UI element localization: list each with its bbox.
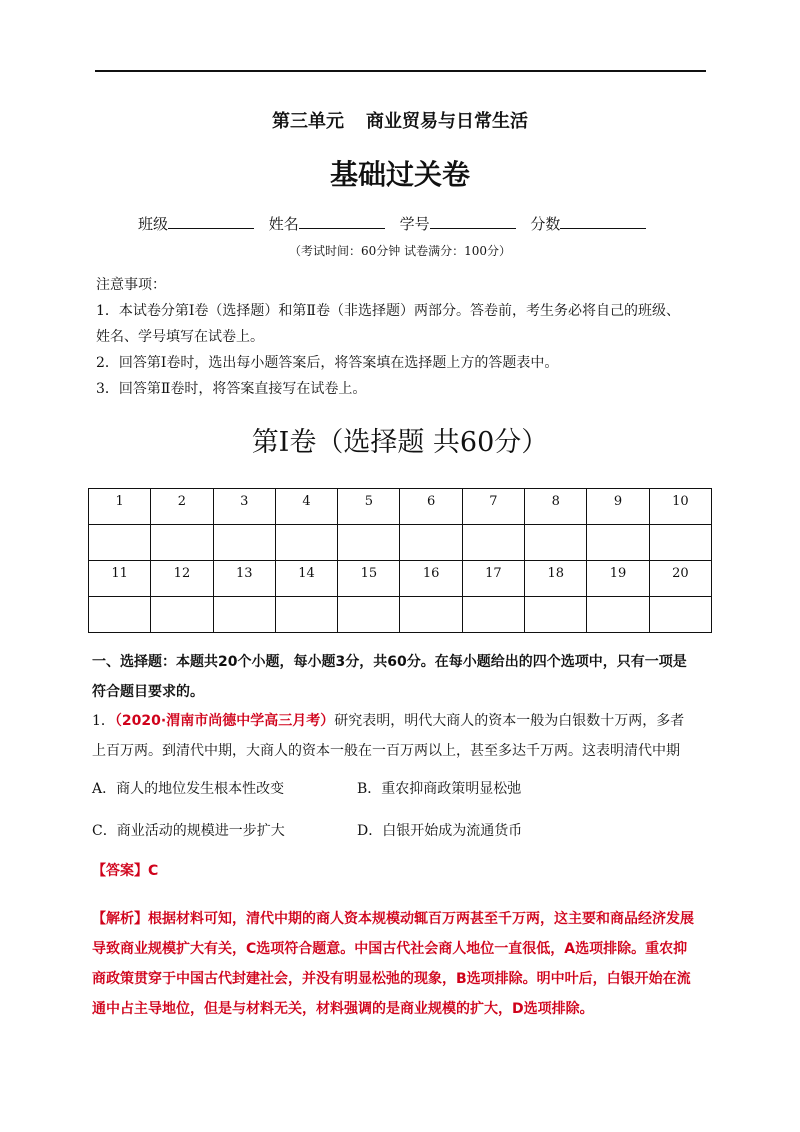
exam-note: （考试时间：60分钟 试卷满分：100分） bbox=[289, 244, 511, 258]
answer-number-cell: 8 bbox=[525, 489, 587, 525]
analysis-line: 商政策贯穿于中国古代封建社会，并没有明显松弛的现象，B选项排除。明中叶后，白银开始在流 bbox=[92, 971, 691, 987]
answer-number-cell: 19 bbox=[587, 561, 649, 597]
answer-number-cell: 7 bbox=[462, 489, 524, 525]
page-title: 基础过关卷 bbox=[329, 158, 470, 191]
score-label: 分数 bbox=[530, 215, 561, 233]
analysis-section bbox=[92, 904, 714, 1024]
score-blank[interactable] bbox=[560, 214, 646, 229]
question-stem: 研究表明，明代大商人的资本一般为白银数十万两，多者 bbox=[334, 713, 685, 729]
answer-number-row bbox=[89, 489, 712, 525]
question-source: （2020·渭南市尚德中学高三月考） bbox=[114, 713, 335, 729]
answer-number-cell: 12 bbox=[151, 561, 213, 597]
answer-cell[interactable] bbox=[89, 525, 151, 561]
answer-cell[interactable] bbox=[338, 525, 400, 561]
notes-item: 1．本试卷分第Ⅰ卷（选择题）和第Ⅱ卷（非选择题）两部分。答卷前，考生务必将自己的班级、 bbox=[96, 303, 680, 319]
answer-number-cell: 13 bbox=[213, 561, 275, 597]
answer-cell[interactable] bbox=[151, 597, 213, 633]
answer-cell[interactable] bbox=[275, 597, 337, 633]
class-label: 班级 bbox=[138, 215, 169, 233]
student-id-field bbox=[400, 213, 516, 234]
question-number: 1． bbox=[92, 713, 115, 729]
notes-section bbox=[96, 272, 716, 402]
name-field bbox=[269, 213, 385, 234]
analysis-line: 通中占主导地位，但是与材料无关，材料强调的是商业规模的扩大，D选项排除。 bbox=[92, 1001, 594, 1017]
answer-cell[interactable] bbox=[649, 525, 711, 561]
answer-cell[interactable] bbox=[462, 525, 524, 561]
answer-number-cell: 11 bbox=[89, 561, 151, 597]
answer-cell[interactable] bbox=[587, 525, 649, 561]
answer-number-cell: 14 bbox=[275, 561, 337, 597]
answer-cell[interactable] bbox=[525, 525, 587, 561]
answer-cell[interactable] bbox=[400, 525, 462, 561]
answer-cell[interactable] bbox=[400, 597, 462, 633]
student-id-label: 学号 bbox=[399, 215, 430, 233]
answer-number-cell: 17 bbox=[462, 561, 524, 597]
answer-cell[interactable] bbox=[649, 597, 711, 633]
notes-heading: 注意事项： bbox=[96, 277, 166, 293]
analysis-line: 导致商业规模扩大有关，C选项符合题意。中国古代社会商人地位一直很低，A选项排除。重农抑 bbox=[92, 941, 688, 957]
student-info-row bbox=[138, 213, 656, 234]
answer-cell[interactable] bbox=[89, 597, 151, 633]
answer-cell[interactable] bbox=[338, 597, 400, 633]
answer-cell[interactable] bbox=[525, 597, 587, 633]
header-rule bbox=[95, 70, 706, 72]
answer-number-row bbox=[89, 561, 712, 597]
answer-blank-row bbox=[89, 525, 712, 561]
answer-number-cell: 20 bbox=[649, 561, 711, 597]
analysis-line: 【解析】根据材料可知，清代中期的商人资本规模动辄百万两甚至千万两，这主要和商品经济发展 bbox=[92, 911, 694, 927]
answer-cell[interactable] bbox=[275, 525, 337, 561]
answer-cell[interactable] bbox=[462, 597, 524, 633]
answer-blank-row bbox=[89, 597, 712, 633]
answer-number-cell: 2 bbox=[151, 489, 213, 525]
answer-number-cell: 16 bbox=[400, 561, 462, 597]
answer-number-cell: 18 bbox=[525, 561, 587, 597]
unit-subject: 商业贸易与日常生活 bbox=[366, 111, 528, 132]
question-1 bbox=[92, 706, 712, 766]
class-blank[interactable] bbox=[168, 214, 254, 229]
answer-cell[interactable] bbox=[151, 525, 213, 561]
student-id-blank[interactable] bbox=[430, 214, 516, 229]
answer-cell[interactable] bbox=[213, 525, 275, 561]
class-field bbox=[138, 213, 254, 234]
question-1-options bbox=[92, 778, 712, 862]
answer-number-cell: 5 bbox=[338, 489, 400, 525]
answer-cell[interactable] bbox=[213, 597, 275, 633]
option-d[interactable]: D．白银开始成为流通货币 bbox=[357, 823, 523, 839]
answer-number-cell: 10 bbox=[649, 489, 711, 525]
unit-number: 第三单元 bbox=[272, 111, 344, 132]
section-title: 第Ⅰ卷（选择题 共60分） bbox=[251, 427, 549, 458]
name-label: 姓名 bbox=[268, 215, 299, 233]
option-c[interactable]: C．商业活动的规模进一步扩大 bbox=[92, 823, 285, 839]
answer-number-cell: 3 bbox=[213, 489, 275, 525]
answer-number-cell: 15 bbox=[338, 561, 400, 597]
question-intro bbox=[92, 647, 712, 707]
answer-table bbox=[88, 488, 712, 633]
notes-item: 姓名、学号填写在试卷上。 bbox=[96, 329, 264, 345]
option-a[interactable]: A．商人的地位发生根本性改变 bbox=[92, 781, 285, 797]
question-intro-line: 符合题目要求的。 bbox=[92, 684, 204, 700]
option-b[interactable]: B．重农抑商政策明显松弛 bbox=[357, 781, 522, 797]
answer-number-cell: 1 bbox=[89, 489, 151, 525]
unit-title bbox=[0, 107, 800, 133]
question-intro-line: 一、选择题：本题共20个小题，每小题3分，共60分。在每小题给出的四个选项中，只有一项是 bbox=[92, 654, 687, 670]
answer-label: 【答案】C bbox=[92, 863, 159, 879]
answer-number-cell: 9 bbox=[587, 489, 649, 525]
notes-item: 3．回答第Ⅱ卷时，将答案直接写在试卷上。 bbox=[96, 381, 367, 397]
question-stem: 上百万两。到清代中期，大商人的资本一般在一百万两以上，甚至多达千万两。这表明清代中期 bbox=[92, 743, 680, 759]
score-field bbox=[530, 213, 646, 234]
answer-cell[interactable] bbox=[587, 597, 649, 633]
answer-number-cell: 4 bbox=[275, 489, 337, 525]
notes-item: 2．回答第Ⅰ卷时，选出每小题答案后，将答案填在选择题上方的答题表中。 bbox=[96, 355, 559, 371]
answer-number-cell: 6 bbox=[400, 489, 462, 525]
name-blank[interactable] bbox=[299, 214, 385, 229]
